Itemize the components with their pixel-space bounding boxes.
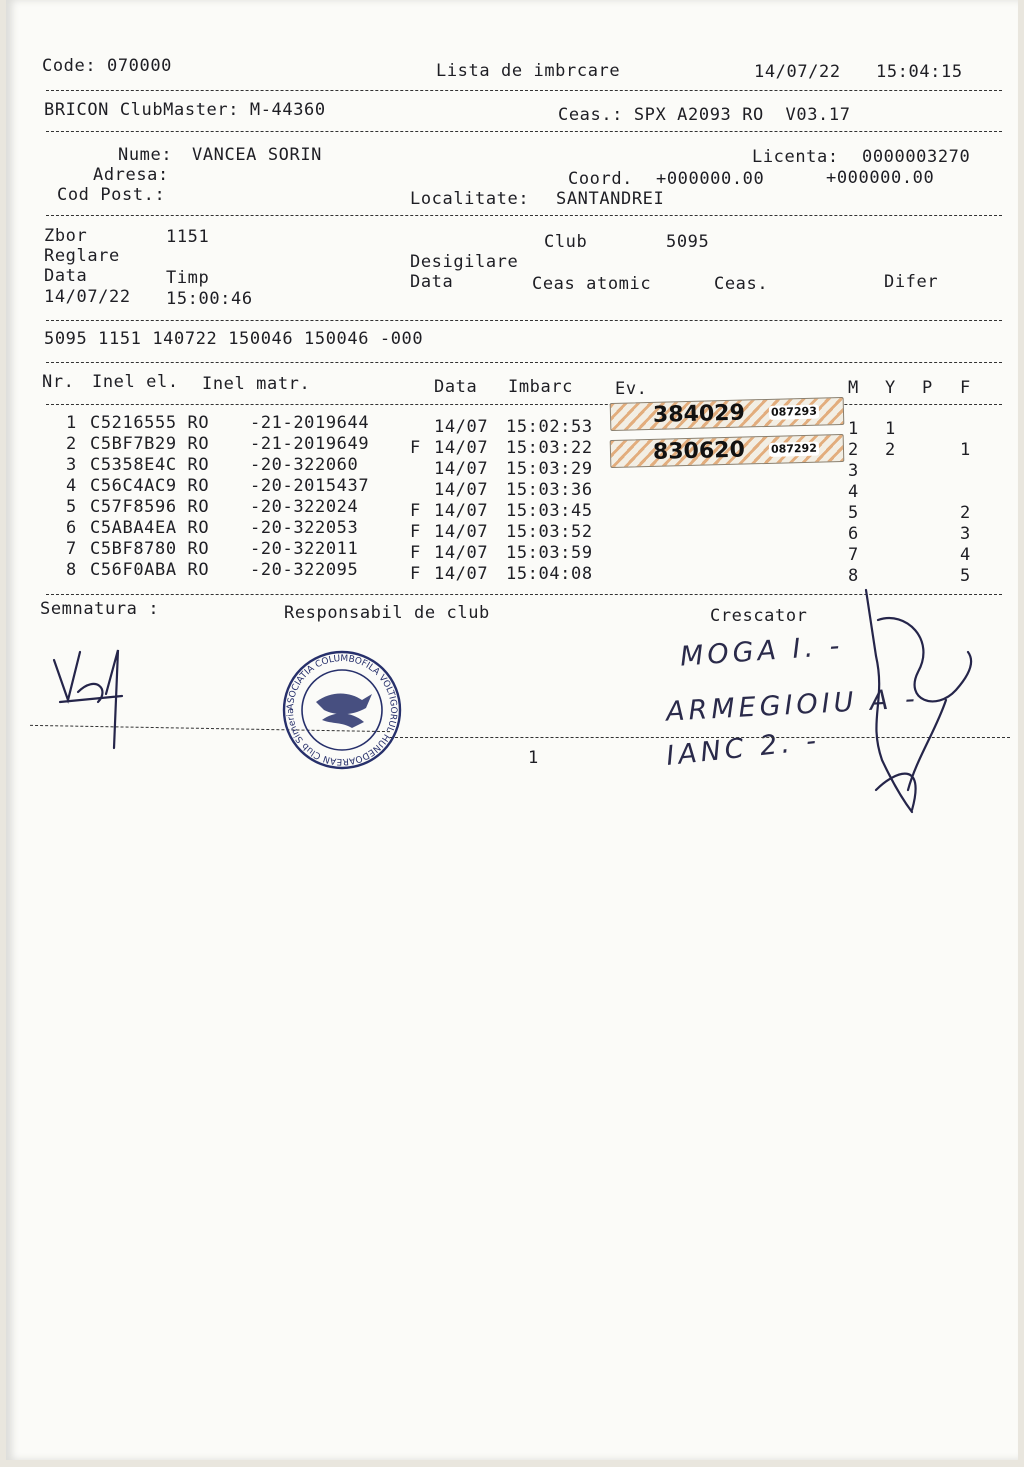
row-inel-matr: -20-322060 xyxy=(250,455,359,475)
row-date: 14/07 xyxy=(434,480,489,500)
name-label: Nume: xyxy=(118,145,173,165)
row-nr: 1 xyxy=(66,413,77,433)
row-f: 5 xyxy=(960,566,971,586)
row-date: 14/07 xyxy=(434,459,489,479)
row-nr: 7 xyxy=(66,539,77,559)
row-time: 15:03:29 xyxy=(506,459,593,479)
difference-label: Difer xyxy=(884,272,939,292)
row-inel-el: C57F8596 RO xyxy=(90,497,210,517)
row-f: 1 xyxy=(960,440,971,460)
row-flag: F xyxy=(410,543,421,563)
coord-label: Coord. xyxy=(568,169,634,189)
row-inel-el: C5358E4C RO xyxy=(90,455,210,475)
row-m: 1 xyxy=(848,419,859,439)
locality-value: SANTANDREI xyxy=(556,189,665,209)
coord-y: +000000.00 xyxy=(826,168,935,188)
ticket-number: 384029 xyxy=(652,400,746,428)
row-inel-el: C56F0ABA RO xyxy=(90,560,210,580)
postcode-label: Cod Post.: xyxy=(57,185,166,205)
row-nr: 3 xyxy=(66,455,77,475)
coord-x: +000000.00 xyxy=(656,169,765,189)
desigilare-label: Desigilare xyxy=(410,252,519,272)
row-nr: 2 xyxy=(66,434,77,454)
row-y: 2 xyxy=(885,440,896,460)
reglare-date: 14/07/22 xyxy=(44,287,131,307)
row-m: 8 xyxy=(848,566,859,586)
row-date: 14/07 xyxy=(434,417,489,437)
row-flag: F xyxy=(410,501,421,521)
row-date: 14/07 xyxy=(434,438,489,458)
row-m: 5 xyxy=(848,503,859,523)
row-time: 15:03:45 xyxy=(506,501,593,521)
desigilare-data-label: Data xyxy=(410,272,454,292)
zbor-label: Zbor xyxy=(44,226,88,246)
reglare-time: 15:00:46 xyxy=(166,289,253,309)
print-date: 14/07/22 xyxy=(754,62,841,82)
col-nr: Nr. xyxy=(42,372,75,392)
handwritten-name: MOGA I. - xyxy=(679,630,845,673)
row-nr: 8 xyxy=(66,560,77,580)
club-signature xyxy=(54,650,122,748)
col-ev: Ev. xyxy=(615,379,648,399)
row-m: 4 xyxy=(848,482,859,502)
row-flag: F xyxy=(410,522,421,542)
row-date: 14/07 xyxy=(434,543,489,563)
row-nr: 6 xyxy=(66,518,77,538)
device-line: BRICON ClubMaster: M-44360 xyxy=(44,100,326,120)
ticket-code: 087292 xyxy=(769,442,819,457)
row-m: 3 xyxy=(848,461,859,481)
row-m: 7 xyxy=(848,545,859,565)
address-label: Adresa: xyxy=(93,165,169,185)
reglare-label: Reglare xyxy=(44,246,120,266)
row-inel-matr: -21-2019644 xyxy=(250,413,370,433)
clock-line: Ceas.: SPX A2093 RO V03.17 xyxy=(558,105,851,125)
data-label: Data xyxy=(44,266,88,286)
handwritten-name: IANC 2. - xyxy=(664,725,822,772)
row-nr: 4 xyxy=(66,476,77,496)
document-sheet xyxy=(6,0,1018,1460)
signature-label: Semnatura : xyxy=(40,599,160,619)
row-inel-matr: -20-322095 xyxy=(250,560,359,580)
row-inel-el: C5216555 RO xyxy=(90,413,210,433)
locality-label: Localitate: xyxy=(410,189,530,209)
ticket-code: 087293 xyxy=(769,405,819,420)
row-nr: 5 xyxy=(66,497,77,517)
col-inel-el: Inel el. xyxy=(92,372,179,392)
row-time: 15:04:08 xyxy=(506,564,593,584)
row-inel-el: C5BF7B29 RO xyxy=(90,434,210,454)
row-time: 15:03:22 xyxy=(506,438,593,458)
code-line: Code: 070000 xyxy=(42,56,173,76)
row-inel-matr: -21-2019649 xyxy=(250,434,370,454)
licence-value: 0000003270 xyxy=(862,147,971,167)
row-inel-matr: -20-322024 xyxy=(250,497,359,517)
row-f: 3 xyxy=(960,524,971,544)
club-responsible-label: Responsabil de club xyxy=(284,603,490,623)
row-y: 1 xyxy=(885,419,896,439)
col-imbarc: Imbarc xyxy=(508,377,574,397)
zbor-value: 1151 xyxy=(166,227,210,247)
row-flag: F xyxy=(410,564,421,584)
club-value: 5095 xyxy=(666,232,710,252)
col-p: P xyxy=(922,378,933,398)
ticket-number: 830620 xyxy=(652,437,746,465)
col-f: F xyxy=(960,378,971,398)
page-number: 1 xyxy=(528,748,539,768)
row-inel-matr: -20-2015437 xyxy=(250,476,370,496)
col-m: M xyxy=(848,378,859,398)
row-inel-matr: -20-322053 xyxy=(250,518,359,538)
row-time: 15:03:52 xyxy=(506,522,593,542)
row-m: 6 xyxy=(848,524,859,544)
owner-name: VANCEA SORIN xyxy=(192,145,323,165)
col-inel-matr: Inel matr. xyxy=(202,374,311,394)
row-flag: F xyxy=(410,438,421,458)
stamp-text: ASOCIATIA COLUMBOFILA VOLTIGORUL HUNEDOAREAN Club Simeria xyxy=(285,653,399,767)
summary-line: 5095 1151 140722 150046 150046 -000 xyxy=(44,329,424,349)
row-inel-el: C5ABA4EA RO xyxy=(90,518,210,538)
handwritten-name: ARMEGIOIU A - xyxy=(665,683,920,728)
licence-label: Licenta: xyxy=(752,147,839,167)
row-f: 4 xyxy=(960,545,971,565)
breeder-label: Crescator xyxy=(710,606,808,626)
timp-label: Timp xyxy=(166,268,210,288)
club-stamp xyxy=(284,652,400,768)
club-label: Club xyxy=(544,232,588,252)
atomic-clock-label: Ceas atomic xyxy=(532,274,652,294)
dove-icon xyxy=(316,694,372,729)
row-date: 14/07 xyxy=(434,522,489,542)
row-f: 2 xyxy=(960,503,971,523)
row-inel-matr: -20-322011 xyxy=(250,539,359,559)
row-inel-el: C5BF8780 RO xyxy=(90,539,210,559)
clock-label: Ceas. xyxy=(714,274,769,294)
row-date: 14/07 xyxy=(434,501,489,521)
row-inel-el: C56C4AC9 RO xyxy=(90,476,210,496)
row-time: 15:03:59 xyxy=(506,543,593,563)
row-time: 15:02:53 xyxy=(506,417,593,437)
row-time: 15:03:36 xyxy=(506,480,593,500)
row-date: 14/07 xyxy=(434,564,489,584)
breeder-signature xyxy=(866,590,971,812)
col-y: Y xyxy=(885,378,896,398)
document-title: Lista de imbrcare xyxy=(436,61,621,81)
print-time: 15:04:15 xyxy=(876,62,963,82)
row-m: 2 xyxy=(848,440,859,460)
col-data: Data xyxy=(434,377,478,397)
signatures-and-stamp xyxy=(6,0,1018,830)
